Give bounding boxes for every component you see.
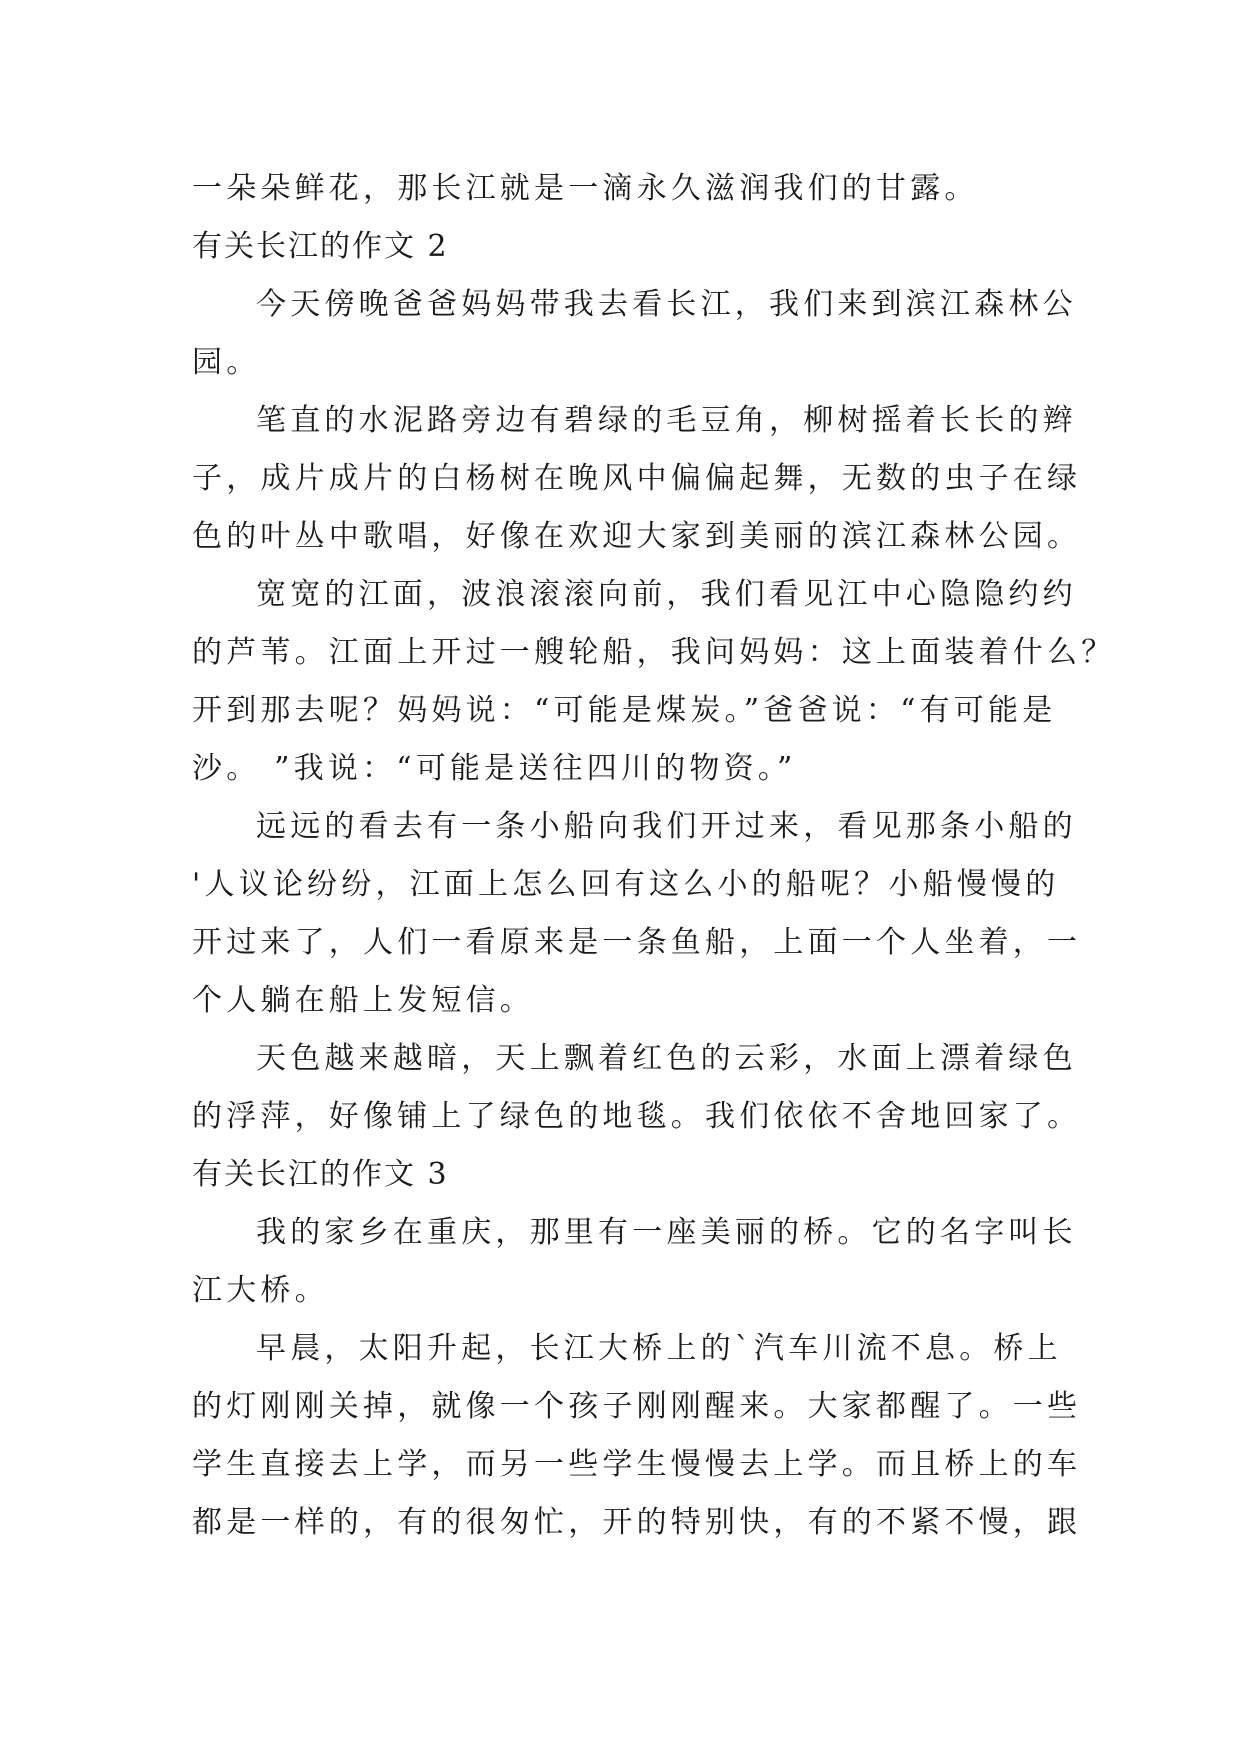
text-line: 色的叶丛中歌唱，好像在欢迎大家到美丽的滨江森林公园。 bbox=[192, 519, 1082, 554]
paragraph-line: 我的家乡在重庆，那里有一座美丽的桥。它的名字叫长 bbox=[256, 1215, 1077, 1250]
text-line: 的浮萍，好像铺上了绿色的地毯。我们依依不舍地回家了。 bbox=[192, 1099, 1082, 1134]
text-line: 学生直接去上学，而另一些学生慢慢去上学。而且桥上的车 bbox=[192, 1447, 1082, 1482]
paragraph-line: 早晨，太阳升起，长江大桥上的`汽车川流不息。桥上 bbox=[256, 1331, 1062, 1366]
text-line: 子，成片成片的白杨树在晚风中偏偏起舞，无数的虫子在绿 bbox=[192, 461, 1082, 496]
text-line: 的芦苇。江面上开过一艘轮船，我问妈妈：这上面装着什么？ bbox=[192, 635, 1116, 670]
text-line: 园。 bbox=[192, 345, 261, 380]
text-line: 江大桥。 bbox=[192, 1273, 329, 1308]
text-line: 沙。 ”我说：“可能是送往四川的物资。” bbox=[192, 751, 797, 786]
text-line: 开过来了，人们一看原来是一条鱼船，上面一个人坐着，一 bbox=[192, 925, 1082, 960]
paragraph-line: 宽宽的江面，波浪滚滚向前，我们看见江中心隐隐约约 bbox=[256, 577, 1077, 612]
essay-heading: 有关长江的作文 2 bbox=[192, 229, 449, 264]
text-line: 开到那去呢？妈妈说：“可能是煤炭。”爸爸说：“有可能是 bbox=[192, 693, 1057, 728]
text-line: 的灯刚刚关掉，就像一个孩子刚刚醒来。大家都醒了。一些 bbox=[192, 1389, 1082, 1424]
text-line: 一朵朵鲜花，那长江就是一滴永久滋润我们的甘露。 bbox=[192, 171, 979, 206]
essay-heading: 有关长江的作文 3 bbox=[192, 1157, 449, 1192]
text-line: 都是一样的，有的很匆忙，开的特别快，有的不紧不慢，跟 bbox=[192, 1505, 1082, 1540]
paragraph-line: 天色越来越暗，天上飘着红色的云彩，水面上漂着绿色 bbox=[256, 1041, 1077, 1076]
paragraph-line: 今天傍晚爸爸妈妈带我去看长江，我们来到滨江森林公 bbox=[256, 287, 1077, 322]
paragraph-line: 远远的看去有一条小船向我们开过来，看见那条小船的 bbox=[256, 809, 1077, 844]
document-body bbox=[192, 160, 1116, 1552]
text-line: 个人躺在船上发短信。 bbox=[192, 983, 534, 1018]
paragraph-line: 笔直的水泥路旁边有碧绿的毛豆角，柳树摇着长长的辫 bbox=[256, 403, 1077, 438]
text-line: '人议论纷纷，江面上怎么回有这么小的船呢？小船慢慢的 bbox=[192, 867, 1060, 902]
